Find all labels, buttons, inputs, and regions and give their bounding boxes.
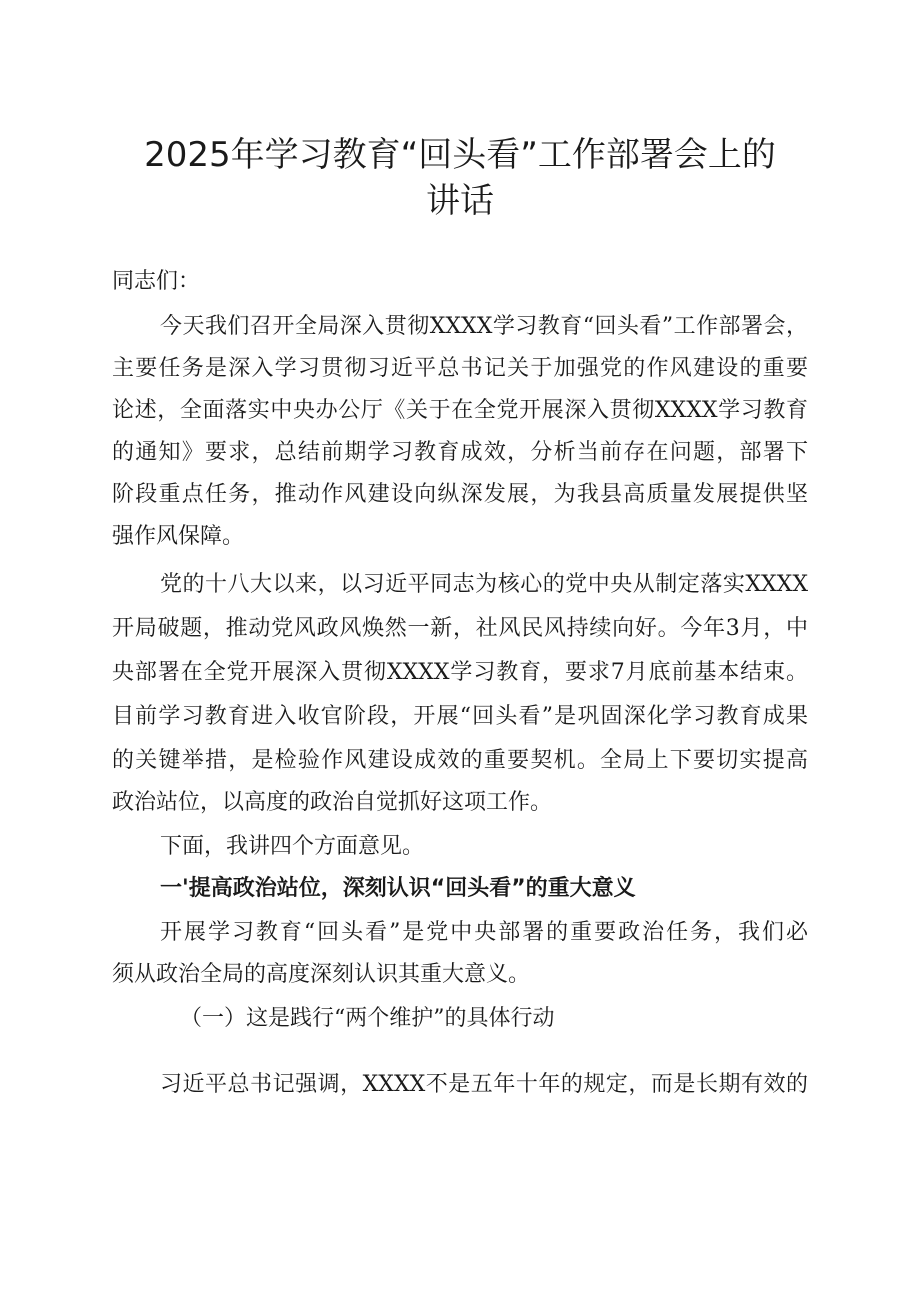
paragraph-1-line-2: 主要任务是深入学习贯彻习近平总书记关于加强党的作风建设的重要 <box>112 356 808 381</box>
paragraph-1-line-1: 今天我们召开全局深入贯彻XXXX学习教育“回头看”工作部署会， <box>160 314 808 339</box>
paragraph-1-line-3: 论述，全面落实中央办公厅《关于在全党开展深入贯彻XXXX学习教育 <box>112 398 808 423</box>
subsection-heading-1: （一）这是践行“两个维护”的具体行动 <box>180 1006 555 1031</box>
paragraph-2-line-5: 的关键举措，是检验作风建设成效的重要契机。全局上下要切实提高 <box>112 748 808 773</box>
paragraph-2-line-4: 目前学习教育进入收官阶段，开展“回头看”是巩固深化学习教育成果 <box>112 704 808 729</box>
paragraph-1-line-4: 的通知》要求，总结前期学习教育成效，分析当前存在问题，部署下 <box>112 440 808 465</box>
paragraph-5-line-1: 习近平总书记强调，XXXX不是五年十年的规定，而是长期有效的 <box>160 1072 808 1097</box>
paragraph-4-line-2: 须从政治全局的高度深刻认识其重大意义。 <box>112 962 531 987</box>
paragraph-1-line-5: 阶段重点任务，推动作风建设向纵深发展，为我县高质量发展提供坚 <box>112 482 808 507</box>
salutation: 同志们： <box>112 269 201 294</box>
paragraph-1-line-6: 强作风保障。 <box>112 524 245 549</box>
paragraph-2-line-1: 党的十八大以来，以习近平同志为核心的党中央从制定落实XXXX <box>160 572 808 597</box>
paragraph-2-line-6: 政治站位，以高度的政治自觉抓好这项工作。 <box>112 790 553 815</box>
document-title-line-2: 讲话 <box>426 181 494 221</box>
paragraph-2-line-3: 央部署在全党开展深入贯彻XXXX学习教育，要求7月底前基本结束。 <box>112 660 808 685</box>
paragraph-2-line-2: 开局破题，推动党风政风焕然一新，社风民风持续向好。今年3月，中 <box>112 616 808 641</box>
paragraph-3: 下面，我讲四个方面意见。 <box>160 834 425 859</box>
section-heading-1: 一'提高政治站位，深刻认识“回头看”的重大意义 <box>160 876 636 901</box>
paragraph-4-line-1: 开展学习教育“回头看”是党中央部署的重要政治任务，我们必 <box>160 920 808 945</box>
document-title-line-1: 2025年学习教育“回头看”工作部署会上的 <box>144 135 776 175</box>
